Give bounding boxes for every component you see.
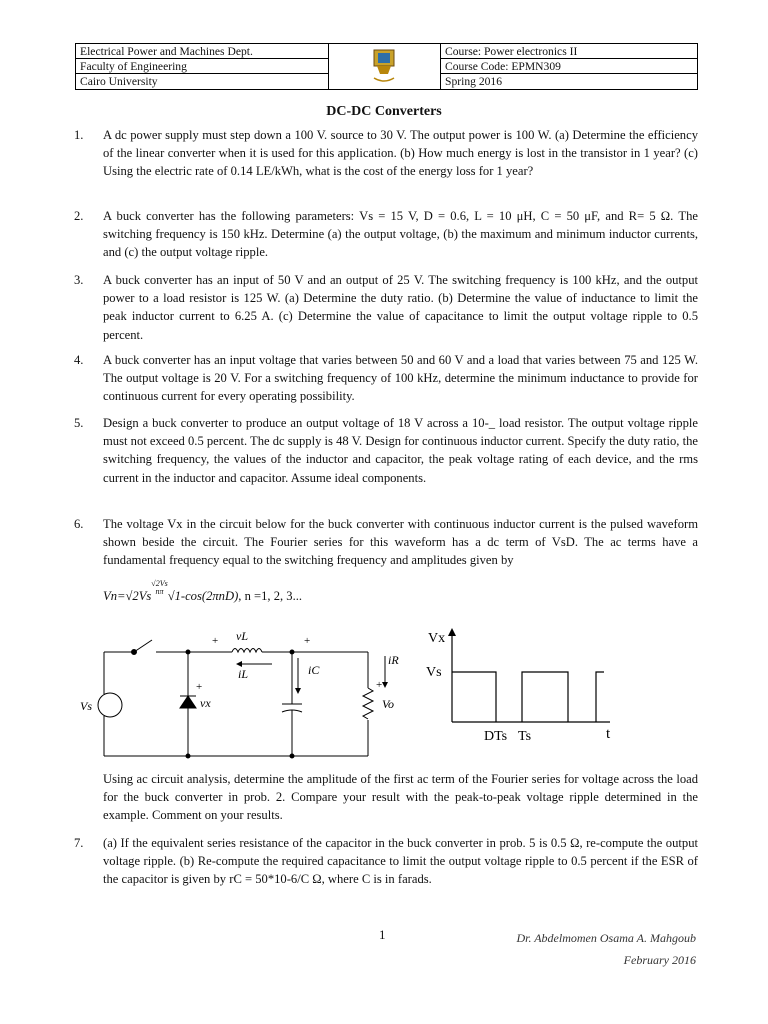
problem-text: (a) If the equivalent series resistance of the capacitor in the buck converter in prob. 5 is 0.5 Ω, re-compute the output voltage ripple. (b) Re-compute the required capacitance to limit the output voltage ripple to 0.5 percent if the ESR of the capacitor is given by rC = 50*10-6/C Ω, where C is in farads.: [103, 836, 698, 887]
problem-text: Design a buck converter to produce an output voltage of 18 V across a 10-_ load resistor. The output voltage ripple must not exceed 0.5 percent. The dc supply is 48 V. Design for continuous inductor current. Specify the duty ratio, the switching frequency, the values of the inductor and capacitor, the peak voltage rating of each device, and the rms current in the inductor and capacitor. Assume ideal components.: [103, 416, 698, 485]
ic-label: iC: [308, 663, 320, 677]
formula-range: , n =1, 2, 3...: [238, 589, 303, 603]
problem-2: [74, 207, 698, 262]
formula-fraction: [151, 580, 167, 596]
author-name: Dr. Abdelmomen Osama A. Mahgoub: [516, 931, 696, 945]
vs-label: Vs: [80, 699, 92, 713]
problem-text: A dc power supply must step down a 100 V. source to 30 V. The output power is 100 W. (a) Determine the efficiency of the linear converter when it is used for this application. (b) How much energy is lost in the transistor in 1 year? (c) Using the electric rate of 0.14 LE/kWh, what is the cost of the energy loss for 1 year?: [103, 128, 698, 179]
course-code-cell: Course Code: EPMN309: [441, 59, 697, 74]
resistor-symbol: [363, 688, 373, 719]
vs-level-label: Vs: [426, 665, 442, 680]
problem-number: 4.: [74, 353, 84, 367]
pulse-train: [452, 672, 604, 722]
plus-sign: +: [212, 635, 219, 647]
term-cell: Spring 2016: [445, 75, 503, 88]
problem-5: [74, 414, 698, 487]
problem-number: 1.: [74, 128, 84, 142]
problem-number: 3.: [74, 273, 84, 287]
ir-label: iR: [388, 653, 399, 667]
problem-number: 6.: [74, 517, 84, 531]
university-cell: Cairo University: [80, 75, 158, 88]
problem-text: A buck converter has an input voltage that varies between 50 and 60 V and a load that varies between 75 and 125 W. The output voltage is 20 V. For a switching frequency of 100 kHz, determine the minimum inductance to provide for continuous current for every operating possibility.: [103, 353, 698, 404]
vx-waveform: [420, 624, 620, 748]
page-number: 1: [379, 927, 386, 942]
plus-sign: +: [304, 635, 311, 647]
formula-lhs: Vn=√2Vs: [103, 589, 152, 603]
problem-text: Using ac circuit analysis, determine the amplitude of the first ac term of the Fourier series for voltage across the load for the buck converter in prob. 2. Compare your result with the peak-to-peak voltage ripple determined in the example. Comment on your results.: [103, 772, 698, 823]
vo-label: Vo: [382, 697, 394, 711]
il-label: iL: [238, 667, 249, 681]
course-cell: Course: Power electronics II: [441, 44, 697, 59]
ts-label: Ts: [518, 729, 532, 744]
buck-converter-circuit: [72, 624, 402, 764]
problem-6-continued: [74, 770, 698, 825]
t-axis-label: t: [606, 726, 611, 742]
problem-4: [74, 351, 698, 406]
problem-number: 7.: [74, 836, 84, 850]
plus-sign: +: [196, 681, 203, 693]
formula-numerator: √2Vs: [151, 579, 168, 588]
problem-7: [74, 834, 698, 889]
author-signature: [516, 927, 696, 971]
vx-label: vx: [200, 696, 211, 710]
plus-sign: +: [376, 679, 383, 691]
switch-blade: [134, 640, 152, 652]
logo-emblem-icon: [374, 50, 394, 81]
dept-cell: Electrical Power and Machines Dept.: [76, 44, 328, 59]
problem-text: A buck converter has the following parameters: Vs = 15 V, D = 0.6, L = 10 μH, C = 50 μF, and R= 5 Ω. The switching frequency is 150 kHz. Determine (a) the output voltage, (b) the maximum and minimum inductor currents, and (c) the output voltage ripple.: [103, 209, 698, 260]
vl-label: vL: [236, 629, 248, 643]
university-logo: [328, 43, 440, 90]
page-title: DC-DC Converters: [326, 104, 442, 119]
problem-text: A buck converter has an input of 50 V and an output of 25 V. The switching frequency is 100 kHz, and the output power to a load resistor is 125 W. (a) Determine the duty ratio. (b) Determine the value of inductance to limit the peak inductor current to 6.25 A. (c) Determine the value of capacitance to limit the output voltage ripple to 0.5 percent.: [103, 273, 698, 342]
formula-root: √1-cos(2πnD): [167, 589, 239, 603]
y-axis-label: Vx: [428, 631, 446, 646]
header-left-cells: [75, 43, 329, 90]
fourier-amplitude-formula: [103, 580, 302, 604]
problem-3: [74, 271, 698, 344]
faculty-cell: Faculty of Engineering: [76, 59, 328, 74]
problem-text: The voltage Vx in the circuit below for the buck converter with continuous inductor current is the pulsed waveform shown beside the circuit. The Fourier series for this waveform has a dc term of VsD. The ac terms have a fundamental frequency equal to the switching frequency and amplitudes given by: [103, 517, 698, 568]
diode-symbol: [180, 696, 196, 708]
dt-label: DTs: [484, 729, 508, 744]
source-symbol: [98, 693, 122, 717]
header-table: [75, 43, 697, 90]
problem-number: 2.: [74, 209, 84, 223]
header-right-cells: [440, 43, 698, 90]
problem-6: [74, 515, 698, 570]
formula-denominator: nπ: [155, 587, 164, 596]
author-date: February 2016: [623, 953, 696, 967]
problem-1: [74, 126, 698, 181]
problem-number: 5.: [74, 416, 84, 430]
